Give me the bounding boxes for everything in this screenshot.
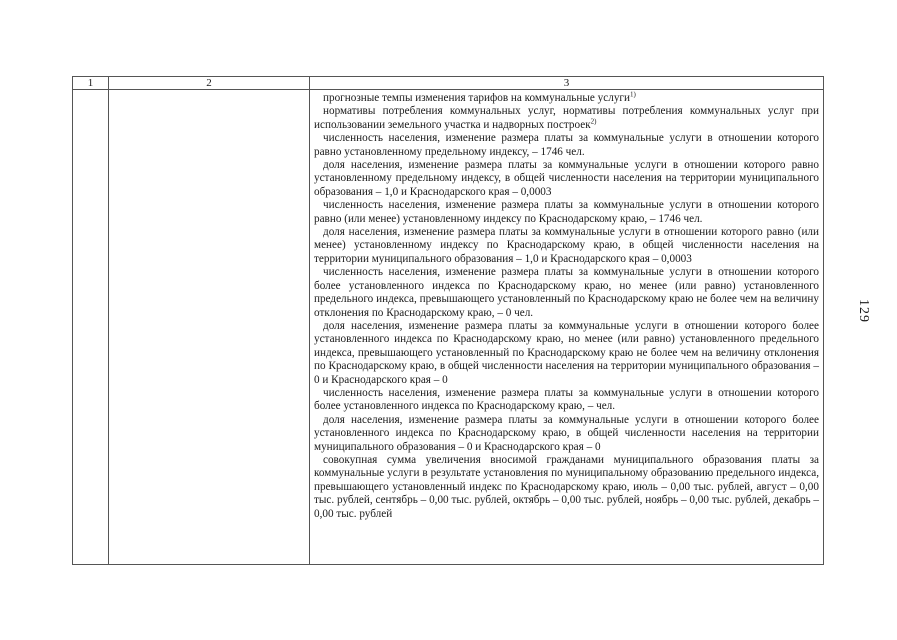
paragraph	[314, 387, 819, 414]
page-number: 129	[856, 299, 871, 323]
paragraph	[314, 92, 819, 105]
table-body-row	[73, 90, 824, 565]
paragraph	[314, 226, 819, 266]
paragraph-text: совокупная сумма увеличения вносимой гражданами муниципального образования платы за коммунальные услуги в результате установления по муниципальному образованию предельного индекса, превышающего установленный индекс по Краснодарскому краю, июль – 0,00 тыс. рублей, август – 0,00 тыс. рублей, сентябрь – 0,00 тыс. рублей, октябрь – 0,00 тыс. рублей, ноябрь – 0,00 тыс. рублей, декабрь – 0,00 тыс. рублей	[314, 453, 819, 520]
paragraph	[314, 320, 819, 387]
paragraph-text: численность населения, изменение размера платы за коммунальные услуги в отношении которого равно (или менее) установленному индексу по Краснодарскому краю, – 1746 чел.	[314, 199, 819, 225]
paragraph	[314, 132, 819, 159]
paragraph-text: доля населения, изменение размера платы за коммунальные услуги в отношении которого более установленного индекса по Краснодарскому краю, но менее (или равно) установленного предельного индекса, превышающего установленный по Краснодарскому краю не более чем на величину отклонения по Краснодарскому краю, в общей численности населения на территории муниципального образования – 0 и Краснодарского края – 0	[314, 319, 819, 386]
paragraph-text: нормативы потребления коммунальных услуг, нормативы потребления коммунальных услуг при использовании земельного участка и надворных построек	[314, 105, 819, 131]
header-col-1: 1	[73, 77, 109, 90]
paragraph	[314, 266, 819, 320]
cell-col-3	[310, 90, 824, 565]
paragraph-text: доля населения, изменение размера платы за коммунальные услуги в отношении которого равно установленному предельному индексу, в общей численности населения на территории муниципального образования – 1,0 и Краснодарского края – 0,0003	[314, 159, 819, 198]
document-table	[72, 76, 824, 565]
header-col-2: 2	[109, 77, 310, 90]
footnote-marker: 2)	[590, 117, 597, 126]
header-col-3: 3	[310, 77, 824, 90]
paragraph	[314, 454, 819, 521]
paragraph	[314, 414, 819, 454]
paragraph-text: прогнозные темпы изменения тарифов на коммунальные услуги	[323, 92, 630, 104]
paragraph-text: численность населения, изменение размера платы за коммунальные услуги в отношении которого более установленного индекса по Краснодарскому краю, но менее (или равно) установленного предельного индекса, превышающего установленный по Краснодарскому краю не более чем на величину отклонения по Краснодарскому краю, – 0 чел.	[314, 266, 819, 319]
paragraph-text: доля населения, изменение размера платы за коммунальные услуги в отношении которого более установленного индекса по Краснодарскому краю, в общей численности населения на территории муниципального образования – 0 и Краснодарского края – 0	[314, 413, 819, 453]
paragraph-text: доля населения, изменение размера платы за коммунальные услуги в отношении которого равно (или менее) установленному индексу по Краснодарскому краю, в общей численности населения на территории муниципального образования – 1,0 и Краснодарского края – 0,0003	[314, 226, 819, 265]
footnote-marker: 1)	[629, 90, 636, 99]
paragraph-text: численность населения, изменение размера платы за коммунальные услуги в отношении которого более установленного индекса по Краснодарскому краю, – чел.	[314, 386, 819, 413]
paragraph	[314, 105, 819, 132]
paragraph-text: численность населения, изменение размера платы за коммунальные услуги в отношении которого равно установленному предельному индексу, – 1746 чел.	[314, 132, 819, 158]
paragraph-list	[314, 92, 819, 521]
paragraph	[314, 199, 819, 226]
paragraph	[314, 159, 819, 199]
table-header-row	[73, 77, 824, 90]
cell-col-2	[109, 90, 310, 565]
cell-col-1	[73, 90, 109, 565]
